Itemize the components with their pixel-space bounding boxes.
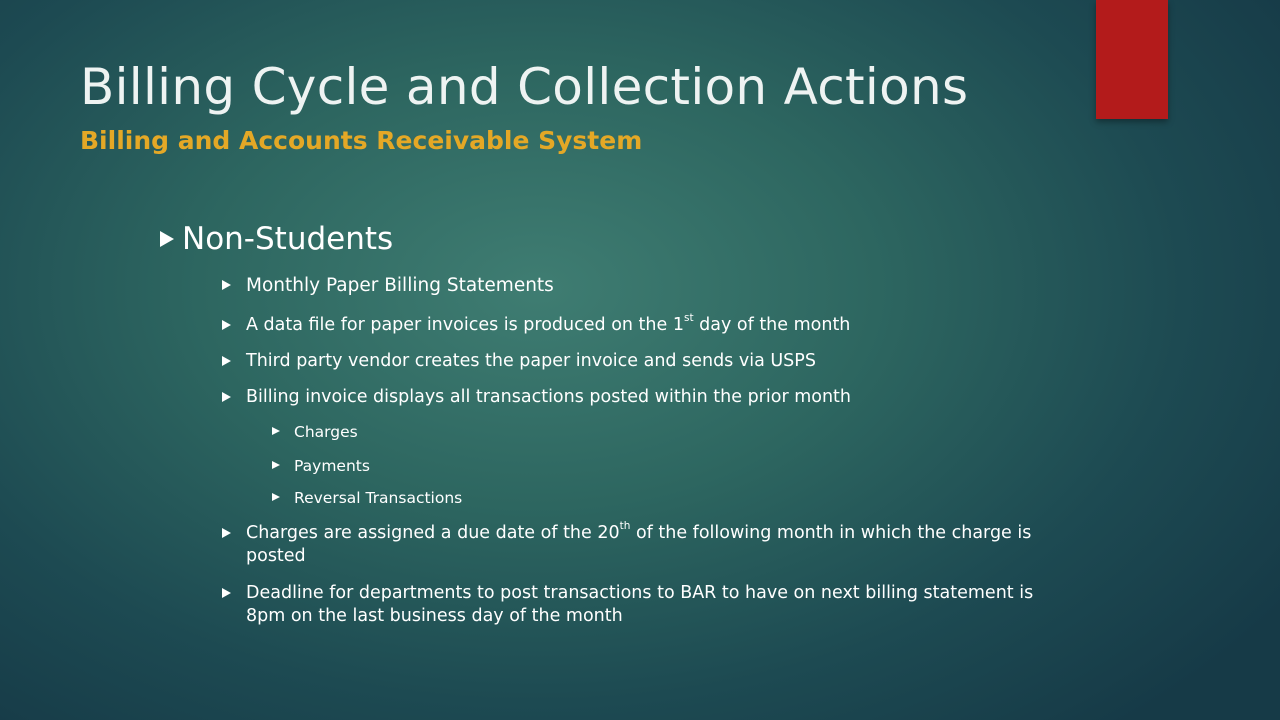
bullet-text: Reversal Transactions: [294, 489, 463, 507]
bullet-text: Monthly Paper Billing Statements: [246, 275, 554, 296]
slide-subtitle: Billing and Accounts Receivable System: [80, 126, 643, 155]
bullet-text: Billing invoice displays all transactions posted within the prior month: [246, 387, 851, 407]
bullet-arrow-icon: [222, 356, 231, 366]
bullet-third-party-vendor: [222, 350, 1036, 373]
bullet-non-students: [160, 220, 393, 258]
bullet-text: Third party vendor creates the paper invoice and sends via USPS: [246, 351, 816, 371]
bullet-text: A data file for paper invoices is produced on the 1st day of the month: [246, 312, 851, 335]
bullet-arrow-icon: [222, 392, 231, 402]
bullet-arrow-icon: [272, 461, 280, 469]
bullet-invoice-displays: [222, 386, 1036, 409]
bullet-monthly-statements: [222, 274, 1036, 297]
sub-bullet-payments: [272, 456, 370, 476]
sub-bullet-reversal-transactions: [272, 488, 462, 508]
bullet-due-date: [222, 522, 1036, 568]
bullet-data-file: [222, 314, 1036, 337]
bullet-arrow-icon: [160, 231, 174, 247]
bullet-text: Non-Students: [182, 221, 394, 257]
sub-bullet-charges: [272, 422, 358, 442]
bullet-text: Charges: [294, 423, 358, 441]
bullet-arrow-icon: [222, 528, 231, 538]
bullet-text: Charges are assigned a due date of the 20th of the following month in which the charge is posted: [246, 520, 1032, 566]
bullet-deadline: [222, 582, 1036, 628]
slide-title: Billing Cycle and Collection Actions: [80, 58, 969, 116]
bullet-arrow-icon: [272, 493, 280, 501]
bullet-text: Payments: [294, 457, 370, 475]
bullet-arrow-icon: [222, 588, 231, 598]
bullet-text: Deadline for departments to post transactions to BAR to have on next billing statement is 8pm on the last business day of the month: [246, 583, 1034, 626]
bullet-arrow-icon: [272, 427, 280, 435]
bullet-arrow-icon: [222, 280, 231, 290]
bullet-arrow-icon: [222, 320, 231, 330]
